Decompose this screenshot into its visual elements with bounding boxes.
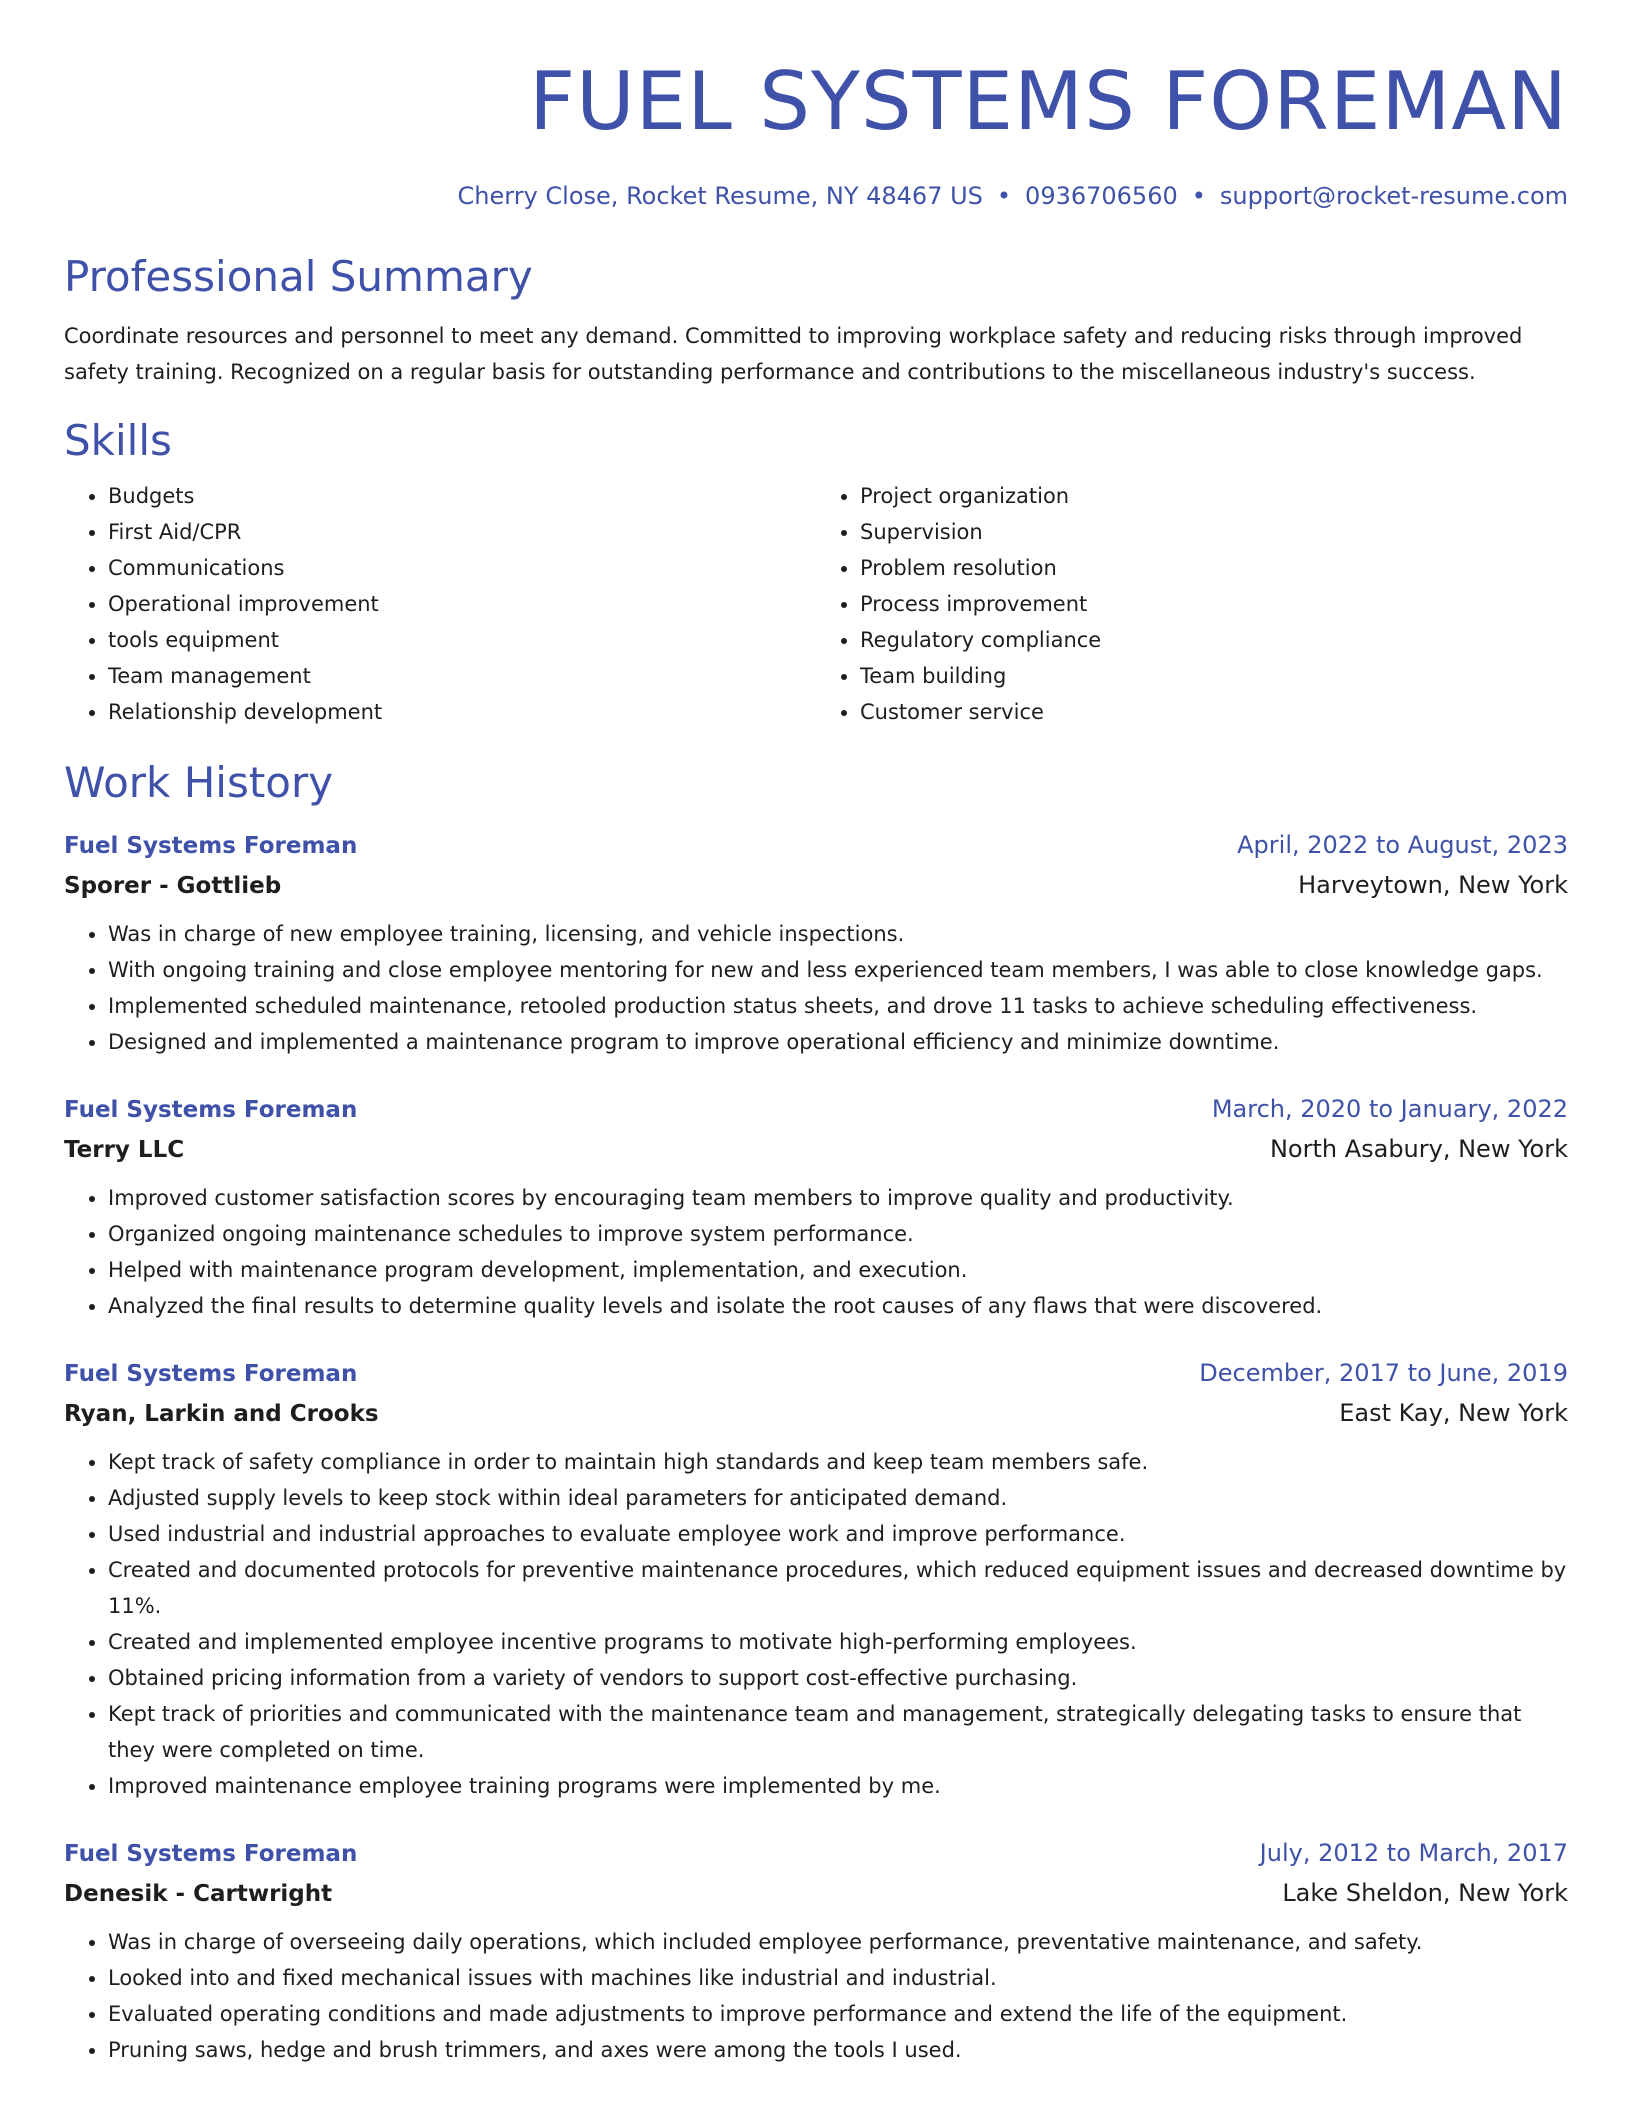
job-bullet: • Improved customer satisfaction scores by encouraging team members to improve quality and productivity. xyxy=(108,1180,1568,1216)
contact-separator: • xyxy=(1191,182,1206,210)
job-entry xyxy=(64,1090,1568,1324)
skills-column-left xyxy=(64,478,816,730)
job-dates: December, 2017 to June, 2019 xyxy=(1199,1359,1568,1387)
skill-item: • Regulatory compliance xyxy=(860,622,1568,658)
job-bullet: • Obtained pricing information from a variety of vendors to support cost-effective purchasing. xyxy=(108,1660,1568,1696)
job-location: Harveytown, New York xyxy=(1298,871,1568,899)
job-bullet: • Pruning saws, hedge and brush trimmers, and axes were among the tools I used. xyxy=(108,2032,1568,2068)
job-title: Fuel Systems Foreman xyxy=(64,1097,358,1123)
job-bullet: • Kept track of safety compliance in order to maintain high standards and keep team members safe. xyxy=(108,1444,1568,1480)
job-company: Denesik - Cartwright xyxy=(64,1881,333,1907)
contact-address: Cherry Close, Rocket Resume, NY 48467 US xyxy=(457,182,983,210)
job-bullet: • Was in charge of new employee training, licensing, and vehicle inspections. xyxy=(108,916,1568,952)
contact-phone: 0936706560 xyxy=(1025,182,1178,210)
job-company: Terry LLC xyxy=(64,1137,185,1163)
work-history-heading: Work History xyxy=(64,758,334,807)
skill-item: • Project organization xyxy=(860,478,1568,514)
job-title: Fuel Systems Foreman xyxy=(64,1361,358,1387)
skill-item: • Process improvement xyxy=(860,586,1568,622)
skills-heading: Skills xyxy=(64,416,172,465)
job-bullet: • Organized ongoing maintenance schedules to improve system performance. xyxy=(108,1216,1568,1252)
job-bullet: • Was in charge of overseeing daily operations, which included employee performance, preventative maintenance, and safety. xyxy=(108,1924,1568,1960)
skill-item: • Communications xyxy=(108,550,816,586)
skills-list xyxy=(64,478,1568,730)
skills-column-right xyxy=(816,478,1568,730)
job-bullet: • Helped with maintenance program development, implementation, and execution. xyxy=(108,1252,1568,1288)
skill-item: • Relationship development xyxy=(108,694,816,730)
job-bullets xyxy=(64,1180,1568,1324)
job-location: Lake Sheldon, New York xyxy=(1282,1879,1568,1907)
contact-email: support@rocket-resume.com xyxy=(1219,182,1568,210)
skill-item: • Supervision xyxy=(860,514,1568,550)
job-bullet: • Created and implemented employee incentive programs to motivate high-performing employees. xyxy=(108,1624,1568,1660)
job-bullet: • Created and documented protocols for preventive maintenance procedures, which reduced equipment issues and decreased downtime by 11%. xyxy=(108,1552,1568,1624)
skill-item: • tools equipment xyxy=(108,622,816,658)
job-entry xyxy=(64,826,1568,1060)
job-bullet: • Adjusted supply levels to keep stock within ideal parameters for anticipated demand. xyxy=(108,1480,1568,1516)
contact-line xyxy=(64,180,1568,212)
job-bullet: • Evaluated operating conditions and made adjustments to improve performance and extend the life of the equipment. xyxy=(108,1996,1568,2032)
skill-item: • First Aid/CPR xyxy=(108,514,816,550)
skill-item: • Team building xyxy=(860,658,1568,694)
summary-text: Coordinate resources and personnel to meet any demand. Committed to improving workplace safety and reducing risks through improved safety training. Recognized on a regular basis for outstanding performance and contributions to the miscellaneous industry's success. xyxy=(64,324,1523,384)
job-bullet: • Looked into and fixed mechanical issues with machines like industrial and industrial. xyxy=(108,1960,1568,1996)
job-title: Fuel Systems Foreman xyxy=(64,833,358,859)
job-bullet: • Designed and implemented a maintenance program to improve operational efficiency and minimize downtime. xyxy=(108,1024,1568,1060)
job-dates: March, 2020 to January, 2022 xyxy=(1211,1095,1568,1123)
skill-item: • Customer service xyxy=(860,694,1568,730)
job-bullet: • Kept track of priorities and communicated with the maintenance team and management, strategically delegating tasks to ensure that they were completed on time. xyxy=(108,1696,1568,1768)
job-bullet: • Analyzed the final results to determine quality levels and isolate the root causes of any flaws that were discovered. xyxy=(108,1288,1568,1324)
job-bullets xyxy=(64,1924,1568,2068)
job-company: Ryan, Larkin and Crooks xyxy=(64,1401,379,1427)
job-location: North Asabury, New York xyxy=(1269,1135,1568,1163)
job-entry xyxy=(64,1354,1568,1804)
job-bullet: • Used industrial and industrial approaches to evaluate employee work and improve performance. xyxy=(108,1516,1568,1552)
job-dates: July, 2012 to March, 2017 xyxy=(1259,1839,1568,1867)
job-location: East Kay, New York xyxy=(1339,1399,1568,1427)
contact-separator: • xyxy=(996,182,1012,210)
job-bullets xyxy=(64,916,1568,1060)
job-bullet: • Improved maintenance employee training programs were implemented by me. xyxy=(108,1768,1568,1804)
job-company: Sporer - Gottlieb xyxy=(64,873,282,899)
summary-heading: Professional Summary xyxy=(64,252,533,301)
skill-item: • Team management xyxy=(108,658,816,694)
job-title: Fuel Systems Foreman xyxy=(64,1841,358,1867)
job-bullets xyxy=(64,1444,1568,1804)
skill-item: • Budgets xyxy=(108,478,816,514)
resume-title: FUEL SYSTEMS FOREMAN xyxy=(529,55,1568,148)
job-bullet: • Implemented scheduled maintenance, retooled production status sheets, and drove 11 tasks to achieve scheduling effectiveness. xyxy=(108,988,1568,1024)
job-bullet: • With ongoing training and close employee mentoring for new and less experienced team members, I was able to close knowledge gaps. xyxy=(108,952,1568,988)
skill-item: • Operational improvement xyxy=(108,586,816,622)
job-dates: April, 2022 to August, 2023 xyxy=(1237,831,1568,859)
job-entry xyxy=(64,1834,1568,2068)
skill-item: • Problem resolution xyxy=(860,550,1568,586)
